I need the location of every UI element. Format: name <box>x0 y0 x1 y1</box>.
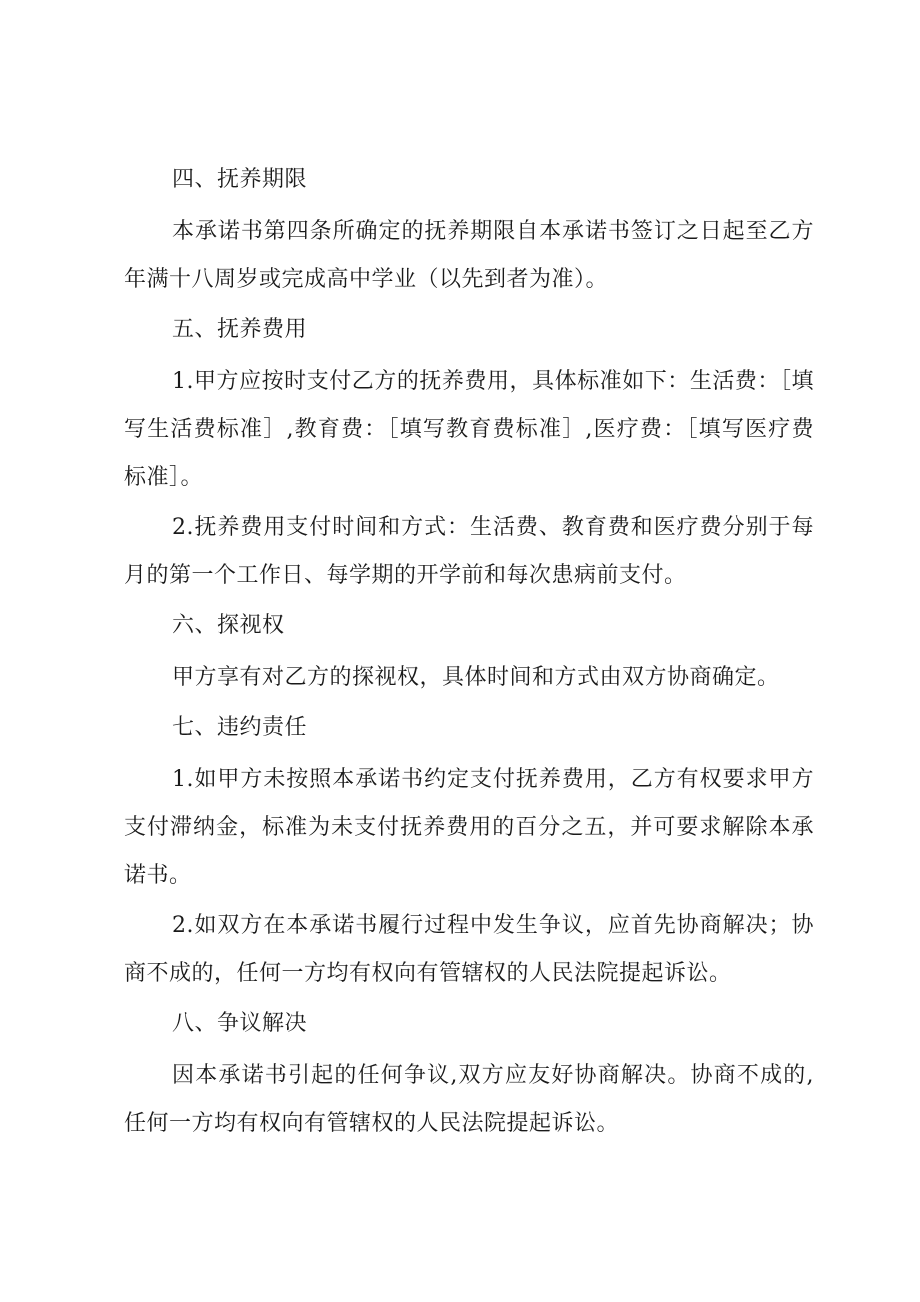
document-body <box>124 156 814 1150</box>
section-term-paragraph-1: 本承诺书第四条所确定的抚养期限自本承诺书签订之日起至乙方年满十八周岁或完成高中学业（以先到者为准）。 <box>124 219 814 292</box>
section-heading-visitation: 六、探视权 <box>172 613 285 638</box>
section-breach-paragraph-2: 2.如双方在本承诺书履行过程中发生争议，应首先协商解决；协商不成的，任何一方均有权向有管辖权的人民法院提起诉讼。 <box>124 913 814 986</box>
section-heading-fees: 五、抚养费用 <box>172 317 308 342</box>
section-dispute-paragraph-1: 因本承诺书引起的任何争议,双方应友好协商解决。协商不成的,任何一方均有权向有管辖权的人民法院提起诉讼。 <box>124 1063 814 1136</box>
section-visitation-paragraph-1: 甲方享有对乙方的探视权，具体时间和方式由双方协商确定。 <box>172 665 780 690</box>
section-fees-paragraph-1: 1.甲方应按时支付乙方的抚养费用，具体标准如下：生活费：［填写生活费标准］,教育费：［填写教育费标准］,医疗费：［填写医疗费标准］。 <box>124 369 814 490</box>
section-heading-term: 四、抚养期限 <box>172 167 308 192</box>
section-heading-breach: 七、违约责任 <box>172 715 308 740</box>
section-breach-paragraph-1: 1.如甲方未按照本承诺书约定支付抚养费用，乙方有权要求甲方支付滞纳金，标准为未支付抚养费用的百分之五，并可要求解除本承诺书。 <box>124 767 814 888</box>
section-fees-paragraph-2: 2.抚养费用支付时间和方式：生活费、教育费和医疗费分别于每月的第一个工作日、每学期的开学前和每次患病前支付。 <box>124 515 814 588</box>
section-heading-dispute: 八、争议解决 <box>172 1011 308 1036</box>
